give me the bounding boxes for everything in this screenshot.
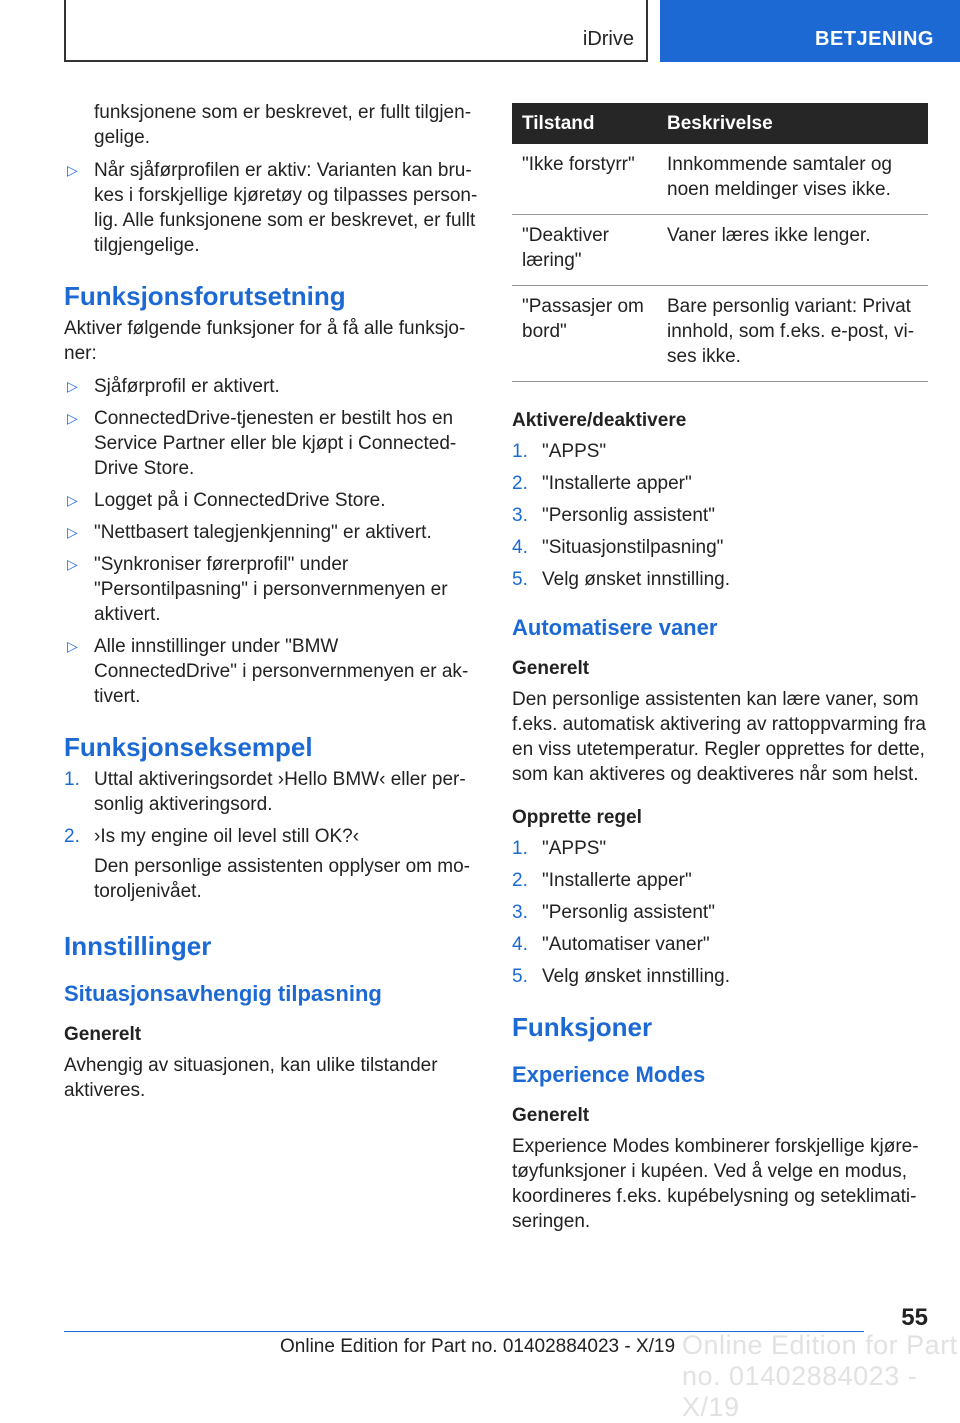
- heading-automatisere: Automatisere vaner: [512, 615, 718, 640]
- list-item: 1. Uttal aktiveringsordet ›Hello BMW‹ eller personlig aktiveringsord.: [64, 769, 466, 815]
- step-number: 3.: [512, 902, 528, 923]
- paragraph-aktiver: Aktiver følgende funksjoner for å få alle funksjoner:: [64, 318, 466, 364]
- step-number: 4.: [512, 537, 528, 558]
- list-item: 2. ›Is my engine oil level still OK?‹: [64, 826, 360, 847]
- list-item: 3. "Personlig assistent": [512, 902, 715, 923]
- table-cell: "Passasjer om bord": [512, 286, 657, 382]
- bullet-triangle-icon: ▷: [67, 410, 78, 426]
- numbered-list-aktivere: [512, 439, 928, 592]
- step-number: 1.: [512, 441, 528, 462]
- step-number: 2.: [64, 826, 80, 847]
- bullet-triangle-icon: ▷: [67, 492, 78, 508]
- list-item: 1. "APPS": [512, 838, 607, 859]
- list-item: ▷ Sjåførprofil er aktivert.: [67, 376, 280, 397]
- list-item: 5. Velg ønsket innstilling.: [512, 966, 730, 987]
- list-item: ▷ Alle innstillinger under "BMW ConnectedDrive" i personvernmenyen er aktivert.: [67, 636, 469, 707]
- step-number: 2.: [512, 870, 528, 891]
- list-item: ▷ Logget på i ConnectedDrive Store.: [67, 490, 386, 511]
- list-item: 4. "Situasjonstilpasning": [512, 537, 724, 558]
- list-item: ▷ Når sjåførprofilen er aktiv: Varianten kan brukes i forskjellige kjøretøy og tilpasses personlig. Alle funksjonene som er beskrevet, er fullt tilgjengelige.: [67, 160, 478, 256]
- states-table: [512, 103, 928, 382]
- table-row: [512, 286, 928, 382]
- heading-funksjonsforutsetning: Funksjonsforutsetning: [64, 281, 346, 311]
- table-cell: "Deaktiver læring": [512, 215, 657, 286]
- right-column: [512, 103, 928, 1234]
- table-cell: "Ikke forstyrr": [512, 144, 657, 215]
- numbered-list-regel: [512, 836, 928, 989]
- step-number: 3.: [512, 505, 528, 526]
- page-number: 55: [901, 1304, 928, 1331]
- table-header-row: [512, 103, 928, 144]
- step-number: 5.: [512, 966, 528, 987]
- list-item: 5. Velg ønsket innstilling.: [512, 569, 730, 590]
- heading-aktivere: Aktivere/deaktivere: [512, 410, 687, 431]
- example-note: Den personlige assistenten opplyser om motoroljenivået.: [94, 856, 470, 902]
- bullet-triangle-icon: ▷: [67, 162, 78, 178]
- header-section-title: iDrive: [582, 28, 634, 50]
- step-number: 1.: [512, 838, 528, 859]
- list-item: 4. "Automatiser vaner": [512, 934, 710, 955]
- bullet-triangle-icon: ▷: [67, 638, 78, 654]
- paragraph-experience: Experience Modes kombinerer forskjellige kjøretøyfunksjoner i kupéen. Ved å velge en modus, koordineres f.eks. kupébelysning og seteklimatiseringen.: [512, 1136, 919, 1232]
- table-cell: Innkommende samtaler og noen meldinger vises ikke.: [657, 144, 928, 215]
- table-header-cell: Tilstand: [512, 103, 657, 144]
- heading-generelt: Generelt: [512, 1105, 590, 1126]
- list-item: ▷ "Nettbasert talegjenkjenning" er aktivert.: [67, 522, 432, 543]
- heading-funksjonseksempel: Funksjonseksempel: [64, 732, 313, 762]
- table-header-cell: Beskrivelse: [657, 103, 928, 144]
- step-number: 1.: [64, 769, 80, 790]
- heading-experience-modes: Experience Modes: [512, 1062, 706, 1087]
- step-number: 2.: [512, 473, 528, 494]
- header-section-box: [64, 0, 648, 62]
- table-row: [512, 144, 928, 215]
- list-item: 2. "Installerte apper": [512, 473, 692, 494]
- heading-generelt: Generelt: [512, 658, 590, 679]
- heading-situasjonsavhengig: Situasjonsavhengig tilpasning: [64, 981, 382, 1006]
- bullet-triangle-icon: ▷: [67, 378, 78, 394]
- watermark-text: Online Edition for Part no. 01402884023 - X/19: [682, 1330, 958, 1422]
- list-item: 3. "Personlig assistent": [512, 505, 715, 526]
- list-item: 1. "APPS": [512, 441, 607, 462]
- table-cell: Bare personlig variant: Privat innhold, som f.eks. e-post, vises ikke.: [657, 286, 928, 382]
- left-column: [64, 100, 478, 1103]
- table-row: [512, 215, 928, 286]
- footer-edition: Online Edition for Part no. 01402884023 - X/19: [280, 1336, 676, 1357]
- header-chapter-band: [660, 0, 960, 62]
- numbered-list-example: [64, 767, 478, 849]
- heading-funksjoner: Funksjoner: [512, 1012, 653, 1042]
- paragraph-avhengig: Avhengig av situasjonen, kan ulike tilstander aktiveres.: [64, 1055, 438, 1101]
- step-number: 5.: [512, 569, 528, 590]
- list-item: ▷ ConnectedDrive-tjenesten er bestilt hos en Service Partner eller ble kjøpt i ConnectedDrive Store.: [67, 408, 457, 479]
- bullet-list-top: [64, 158, 478, 258]
- heading-opprette-regel: Opprette regel: [512, 807, 642, 828]
- header-chapter-title: BETJENING: [815, 28, 934, 50]
- bullet-triangle-icon: ▷: [67, 524, 78, 540]
- heading-generelt: Generelt: [64, 1024, 142, 1045]
- bullet-list-requirements: [64, 374, 478, 709]
- table-cell: Vaner læres ikke lenger.: [657, 215, 928, 286]
- heading-innstillinger: Innstillinger: [64, 931, 212, 961]
- list-item: ▷ "Synkroniser førerprofil" under "Persontilpasning" i personvernmenyen er aktivert.: [67, 554, 448, 625]
- paragraph-vaner: Den personlige assistenten kan lære vaner, som f.eks. automatisk aktivering av rattoppvarming fra en viss utetemperatur. Regler opprettes for dette, som kan aktiveres og deaktiveres når som helst.: [512, 689, 926, 785]
- bullet-triangle-icon: ▷: [67, 556, 78, 572]
- step-number: 4.: [512, 934, 528, 955]
- continued-paragraph: funksjonene som er beskrevet, er fullt tilgjengelige.: [94, 102, 472, 148]
- list-item: 2. "Installerte apper": [512, 870, 692, 891]
